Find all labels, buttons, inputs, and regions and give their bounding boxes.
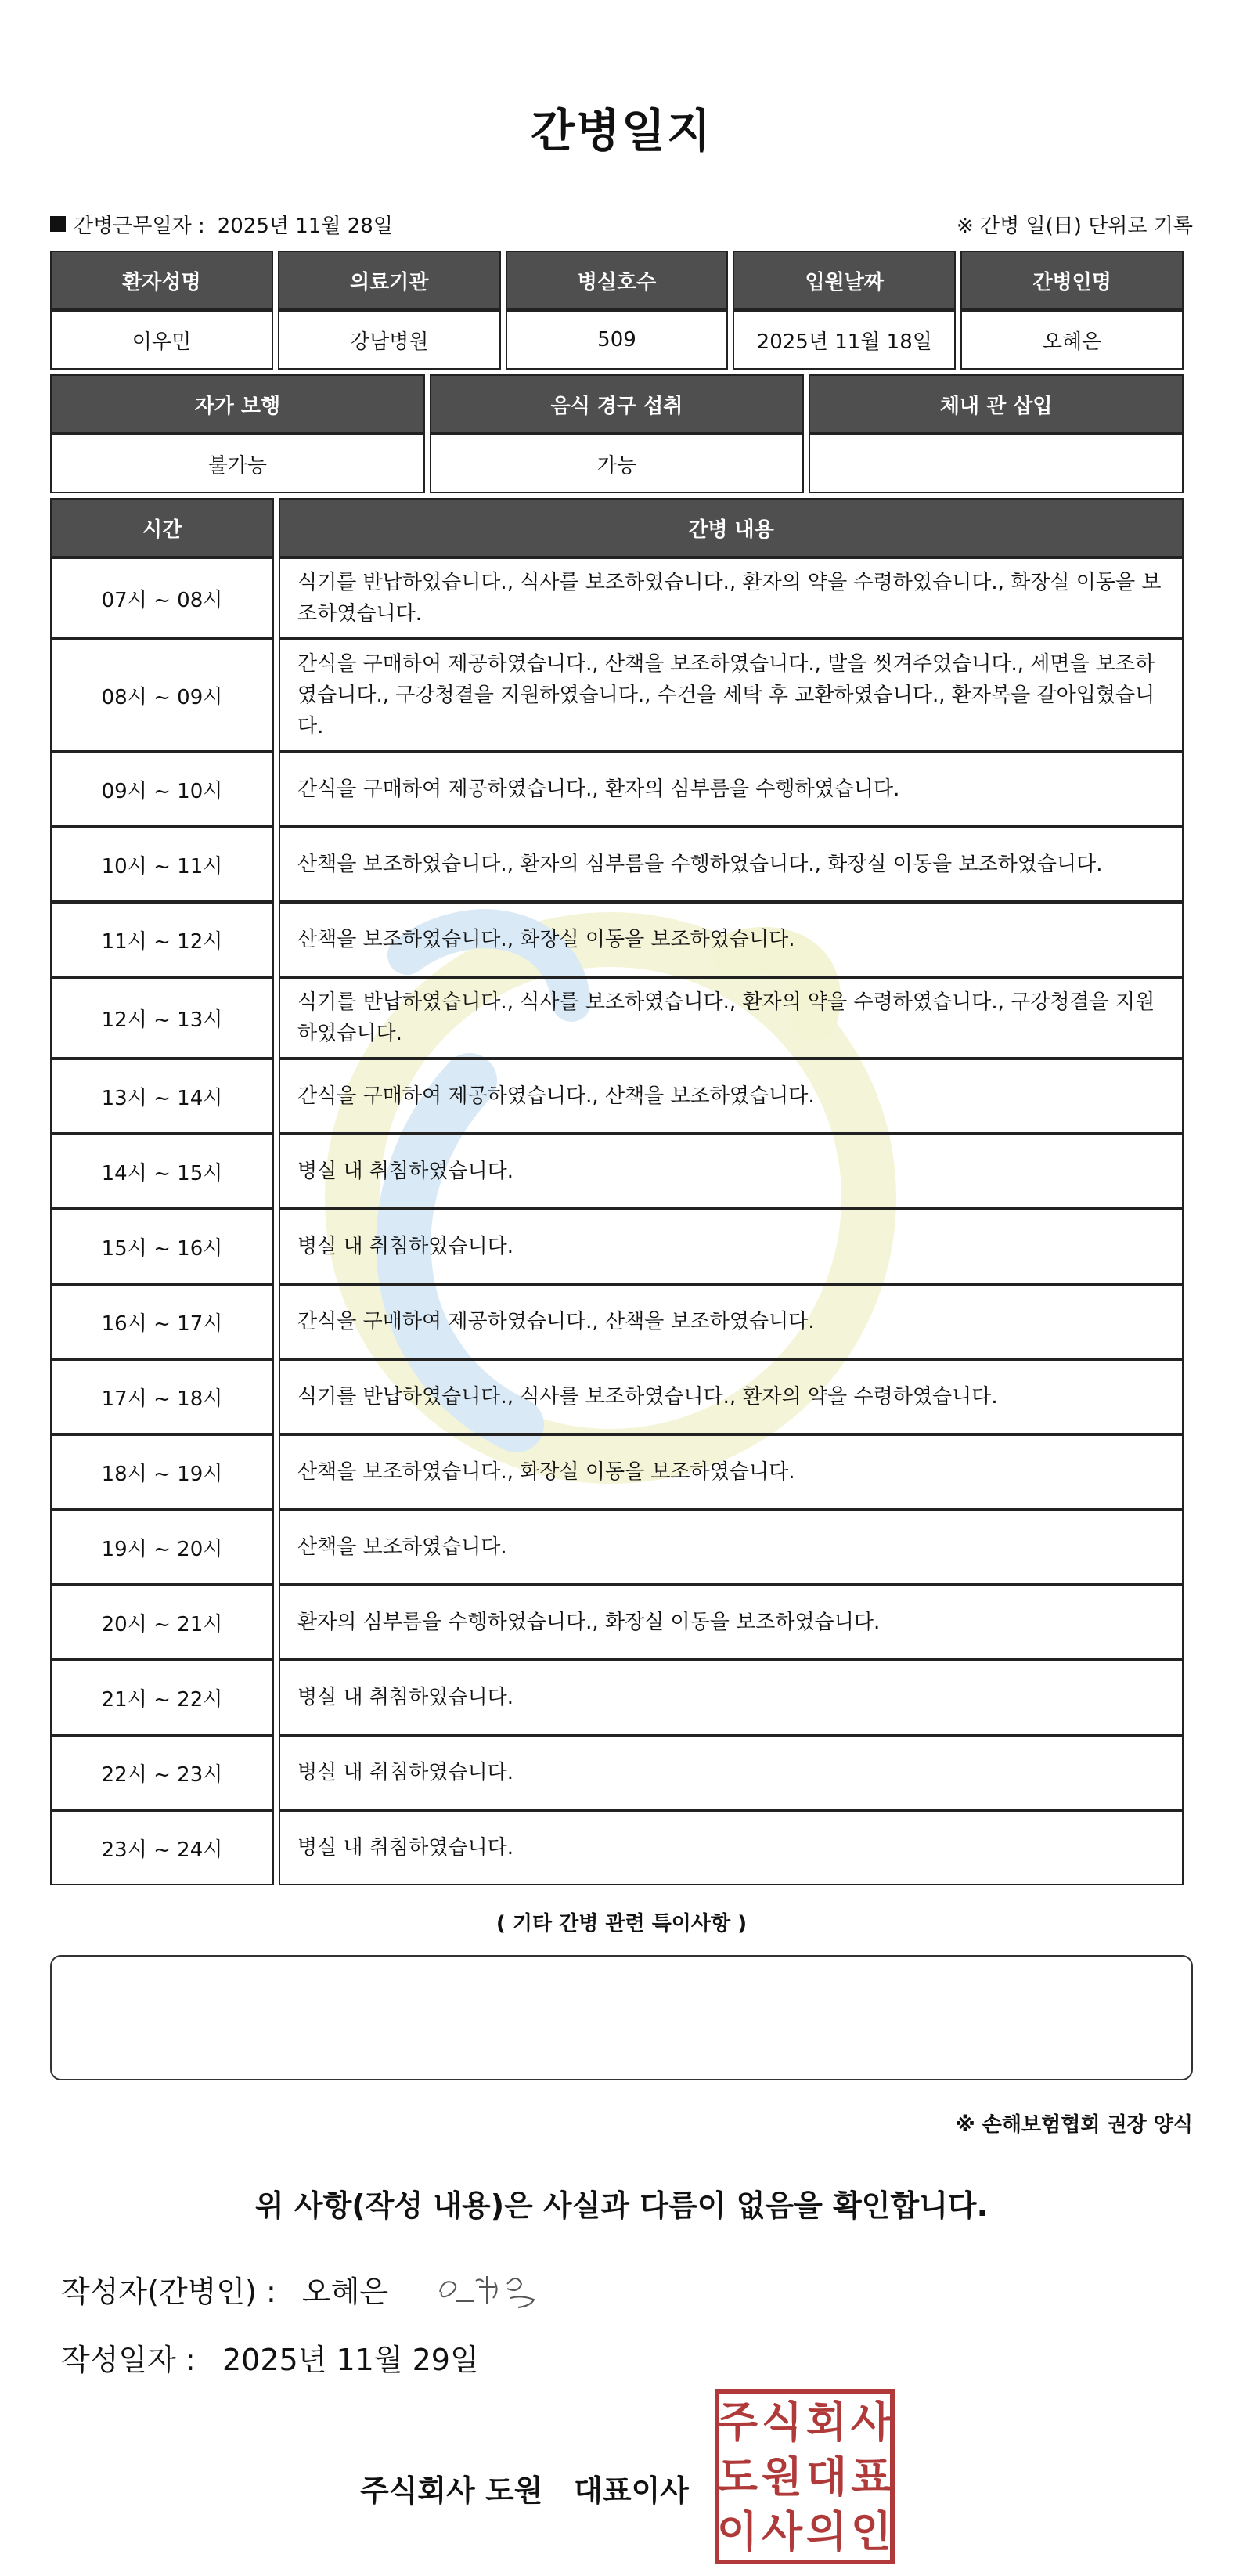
notes-title: ( 기타 간병 관련 특이사항 ) <box>495 1912 748 1936</box>
page-title: 간병일지 <box>530 104 713 157</box>
care-time: 09시 ~ 10시 <box>50 752 274 827</box>
care-log-row <box>50 1134 1184 1209</box>
care-log-row <box>50 902 1184 977</box>
care-log-row <box>50 1059 1184 1134</box>
care-time: 11시 ~ 12시 <box>50 902 274 977</box>
care-content: 환자의 심부름을 수행하였습니다., 화장실 이동을 보조하였습니다. <box>279 1585 1184 1660</box>
patient-status-table <box>45 374 1188 493</box>
care-content: 산책을 보조하였습니다., 환자의 심부름을 수행하였습니다., 화장실 이동을 보조하였습니다. <box>279 827 1184 902</box>
header-room-number: 병실호수 <box>506 251 729 310</box>
header-oral-intake: 음식 경구 섭취 <box>430 374 805 434</box>
seal-glyph: 인 <box>850 2507 892 2556</box>
care-content: 간식을 구매하여 제공하였습니다., 산책을 보조하였습니다. <box>279 1059 1184 1134</box>
recommended-form-note: ※ 손해보험협회 권장 양식 <box>955 2113 1193 2137</box>
seal-glyph: 회 <box>805 2397 848 2447</box>
care-log-row <box>50 639 1184 752</box>
room-number: 509 <box>506 310 729 370</box>
seal-glyph: 대 <box>805 2452 848 2502</box>
care-content: 산책을 보조하였습니다., 화장실 이동을 보조하였습니다. <box>279 902 1184 977</box>
self-walking-value: 불가능 <box>50 434 425 493</box>
seal-glyph: 원 <box>761 2452 803 2502</box>
care-content: 병실 내 취침하였습니다. <box>279 1810 1184 1885</box>
care-log-row <box>50 1359 1184 1434</box>
care-time: 18시 ~ 19시 <box>50 1434 274 1510</box>
care-time: 08시 ~ 09시 <box>50 639 274 752</box>
care-content: 산책을 보조하였습니다., 화장실 이동을 보조하였습니다. <box>279 1434 1184 1510</box>
tube-insertion-value <box>809 434 1184 493</box>
care-time: 16시 ~ 17시 <box>50 1284 274 1359</box>
care-time: 15시 ~ 16시 <box>50 1209 274 1284</box>
care-log-row <box>50 1810 1184 1885</box>
work-date-label: 간병근무일자 : <box>74 214 205 238</box>
care-log-row <box>50 827 1184 902</box>
notes-box <box>50 1955 1193 2080</box>
care-time: 19시 ~ 20시 <box>50 1510 274 1585</box>
care-time: 23시 ~ 24시 <box>50 1810 274 1885</box>
care-content: 병실 내 취침하였습니다. <box>279 1134 1184 1209</box>
care-log-row <box>50 1284 1184 1359</box>
care-log-row <box>50 1660 1184 1735</box>
care-content: 병실 내 취침하였습니다. <box>279 1735 1184 1810</box>
header-admission-date: 입원날짜 <box>733 251 956 310</box>
patient-name: 이우민 <box>50 310 273 370</box>
care-time: 13시 ~ 14시 <box>50 1059 274 1134</box>
company-row <box>50 2388 1193 2576</box>
writer-name: 오혜은 <box>302 2274 389 2309</box>
care-log-row <box>50 1735 1184 1810</box>
care-time: 14시 ~ 15시 <box>50 1134 274 1209</box>
care-time: 21시 ~ 22시 <box>50 1660 274 1735</box>
care-content: 병실 내 취침하였습니다. <box>279 1209 1184 1284</box>
care-content: 간식을 구매하여 제공하였습니다., 산책을 보조하였습니다., 발을 씻겨주었습니다., 세면을 보조하였습니다., 구강청결을 지원하였습니다., 수건을 세탁 후 교환하였습니다., 환자복을 갈아입혔습니다. <box>279 639 1184 752</box>
header-hospital: 의료기관 <box>278 251 501 310</box>
seal-glyph: 표 <box>850 2452 892 2502</box>
hospital-name: 강남병원 <box>278 310 501 370</box>
oral-intake-value: 가능 <box>430 434 805 493</box>
written-date-value: 2025년 11월 29일 <box>222 2343 479 2377</box>
care-log-row <box>50 752 1184 827</box>
care-content: 간식을 구매하여 제공하였습니다., 산책을 보조하였습니다. <box>279 1284 1184 1359</box>
care-content: 식기를 반납하였습니다., 식사를 보조하였습니다., 환자의 약을 수령하였습니다., 화장실 이동을 보조하였습니다. <box>279 557 1184 639</box>
care-time: 10시 ~ 11시 <box>50 827 274 902</box>
seal-glyph: 식 <box>761 2397 803 2447</box>
care-log-row <box>50 1434 1184 1510</box>
seal-glyph: 의 <box>805 2507 848 2556</box>
seal-glyph: 주 <box>716 2397 758 2447</box>
confirmation-statement: 위 사항(작성 내용)은 사실과 다름이 없음을 확인합니다. <box>254 2188 989 2223</box>
company-representative: 주식회사 도원 대표이사 <box>360 2473 689 2508</box>
work-date-value: 2025년 11월 28일 <box>217 214 393 238</box>
writer-label: 작성자(간병인) : <box>61 2274 276 2309</box>
care-content: 식기를 반납하였습니다., 식사를 보조하였습니다., 환자의 약을 수령하였습니다. <box>279 1359 1184 1434</box>
writer-row <box>50 2265 1193 2312</box>
care-content: 식기를 반납하였습니다., 식사를 보조하였습니다., 환자의 약을 수령하였습니다., 구강청결을 지원하였습니다. <box>279 977 1184 1059</box>
header-caregiver-name: 간병인명 <box>960 251 1184 310</box>
care-log-row <box>50 557 1184 639</box>
seal-glyph: 사 <box>761 2507 803 2556</box>
header-self-walking: 자가 보행 <box>50 374 425 434</box>
handwritten-signature <box>432 2265 549 2312</box>
header-time: 시간 <box>50 498 274 557</box>
care-time: 22시 ~ 23시 <box>50 1735 274 1810</box>
care-content: 산책을 보조하였습니다. <box>279 1510 1184 1585</box>
company-seal-stamp <box>714 2388 895 2565</box>
care-log-row <box>50 977 1184 1059</box>
seal-glyph: 도 <box>716 2452 758 2502</box>
care-log-row <box>50 1510 1184 1585</box>
caregiver-name: 오혜은 <box>960 310 1184 370</box>
seal-glyph: 이 <box>716 2507 758 2556</box>
patient-info-table <box>45 251 1188 370</box>
care-time: 07시 ~ 08시 <box>50 557 274 639</box>
care-content: 간식을 구매하여 제공하였습니다., 환자의 심부름을 수행하였습니다. <box>279 752 1184 827</box>
care-time: 17시 ~ 18시 <box>50 1359 274 1434</box>
care-log-row <box>50 1209 1184 1284</box>
care-content: 병실 내 취침하였습니다. <box>279 1660 1184 1735</box>
header-patient-name: 환자성명 <box>50 251 273 310</box>
square-bullet-icon <box>50 216 66 232</box>
care-log-table <box>45 498 1188 1885</box>
admission-date: 2025년 11월 18일 <box>733 310 956 370</box>
header-tube-insertion: 체내 관 삽입 <box>809 374 1184 434</box>
written-date-label: 작성일자 : <box>61 2343 196 2377</box>
daily-record-note: ※ 간병 일(日) 단위로 기록 <box>956 214 1193 238</box>
care-log-row <box>50 1585 1184 1660</box>
written-date-row <box>50 2336 1193 2379</box>
meta-row <box>50 208 1193 240</box>
header-care-content: 간병 내용 <box>279 498 1184 557</box>
seal-glyph: 사 <box>850 2397 892 2447</box>
care-time: 20시 ~ 21시 <box>50 1585 274 1660</box>
care-time: 12시 ~ 13시 <box>50 977 274 1059</box>
